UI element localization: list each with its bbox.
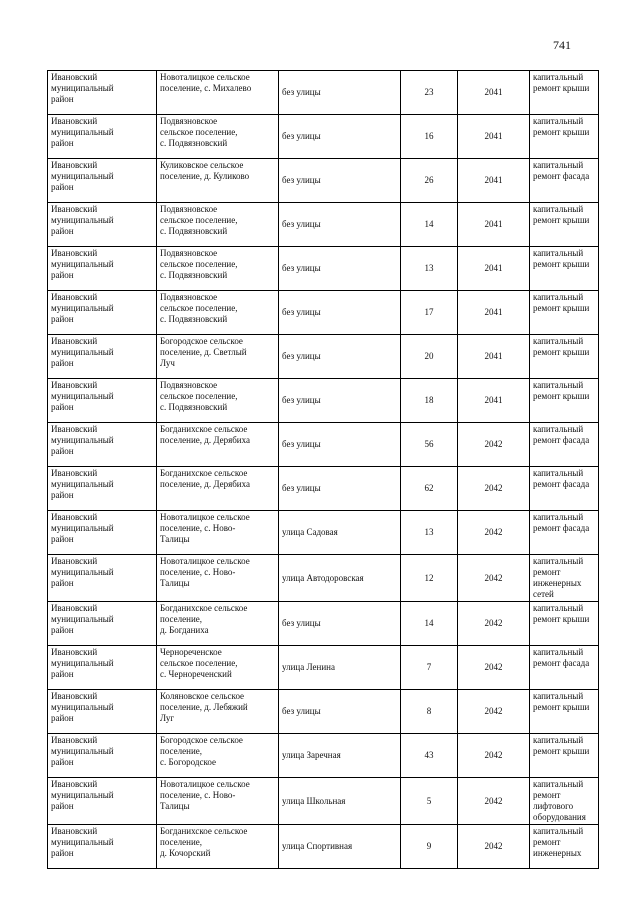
work-type-cell: капитальный ремонт крыши	[530, 203, 599, 247]
work-type-cell: капитальный ремонт крыши	[530, 690, 599, 734]
year-cell: 2041	[458, 159, 530, 203]
table-row	[48, 115, 599, 159]
settlement-cell: Богданихское сельское поселение, д. Богданиха	[157, 602, 279, 646]
street-cell: без улицы	[279, 335, 401, 379]
house-number-cell: 13	[401, 511, 458, 555]
table-row	[48, 379, 599, 423]
settlement-cell: Куликовское сельское поселение, д. Куликово	[157, 159, 279, 203]
district-cell: Ивановский муниципальный район	[48, 555, 157, 602]
street-cell: без улицы	[279, 115, 401, 159]
settlement-cell: Богданихское сельское поселение, д. Кочорский	[157, 825, 279, 869]
table-row	[48, 291, 599, 335]
year-cell: 2042	[458, 825, 530, 869]
work-type-cell: капитальный ремонт крыши	[530, 734, 599, 778]
street-cell: улица Ленина	[279, 646, 401, 690]
house-number-cell: 9	[401, 825, 458, 869]
work-type-cell: капитальный ремонт крыши	[530, 335, 599, 379]
year-cell: 2041	[458, 291, 530, 335]
settlement-cell: Богородское сельское поселение, с. Богородское	[157, 734, 279, 778]
work-type-cell: капитальный ремонт фасада	[530, 467, 599, 511]
table-row	[48, 602, 599, 646]
table-row	[48, 71, 599, 115]
street-cell: улица Школьная	[279, 778, 401, 825]
house-number-cell: 16	[401, 115, 458, 159]
settlement-cell: Новоталицкое сельское поселение, с. Ново- Талицы	[157, 555, 279, 602]
street-cell: улица Спортивная	[279, 825, 401, 869]
district-cell: Ивановский муниципальный район	[48, 247, 157, 291]
settlement-cell: Чернореченское сельское поселение, с. Чернореченский	[157, 646, 279, 690]
work-type-cell: капитальный ремонт фасада	[530, 159, 599, 203]
table-row	[48, 203, 599, 247]
table-row	[48, 511, 599, 555]
settlement-cell: Богданихское сельское поселение, д. Дерябиха	[157, 423, 279, 467]
house-number-cell: 56	[401, 423, 458, 467]
work-type-cell: капитальный ремонт крыши	[530, 602, 599, 646]
work-type-cell: капитальный ремонт лифтового оборудования	[530, 778, 599, 825]
year-cell: 2042	[458, 734, 530, 778]
district-cell: Ивановский муниципальный район	[48, 71, 157, 115]
district-cell: Ивановский муниципальный район	[48, 602, 157, 646]
street-cell: улица Автодоровская	[279, 555, 401, 602]
house-number-cell: 20	[401, 335, 458, 379]
year-cell: 2042	[458, 646, 530, 690]
settlement-cell: Подвязновское сельское поселение, с. Подвязновский	[157, 203, 279, 247]
street-cell: без улицы	[279, 467, 401, 511]
street-cell: без улицы	[279, 71, 401, 115]
year-cell: 2041	[458, 115, 530, 159]
district-cell: Ивановский муниципальный район	[48, 379, 157, 423]
district-cell: Ивановский муниципальный район	[48, 203, 157, 247]
district-cell: Ивановский муниципальный район	[48, 291, 157, 335]
year-cell: 2041	[458, 203, 530, 247]
settlement-cell: Подвязновское сельское поселение, с. Подвязновский	[157, 115, 279, 159]
district-cell: Ивановский муниципальный район	[48, 778, 157, 825]
table-row	[48, 825, 599, 869]
street-cell: без улицы	[279, 602, 401, 646]
house-number-cell: 62	[401, 467, 458, 511]
house-number-cell: 23	[401, 71, 458, 115]
year-cell: 2041	[458, 247, 530, 291]
settlement-cell: Богданихское сельское поселение, д. Дерябиха	[157, 467, 279, 511]
settlement-cell: Богородское сельское поселение, д. Светлый Луч	[157, 335, 279, 379]
district-cell: Ивановский муниципальный район	[48, 115, 157, 159]
settlement-cell: Подвязновское сельское поселение, с. Подвязновский	[157, 379, 279, 423]
street-cell: улица Заречная	[279, 734, 401, 778]
street-cell: без улицы	[279, 247, 401, 291]
house-number-cell: 14	[401, 203, 458, 247]
house-number-cell: 18	[401, 379, 458, 423]
table-row	[48, 734, 599, 778]
work-type-cell: капитальный ремонт фасада	[530, 646, 599, 690]
house-number-cell: 8	[401, 690, 458, 734]
work-type-cell: капитальный ремонт крыши	[530, 247, 599, 291]
street-cell: без улицы	[279, 690, 401, 734]
year-cell: 2042	[458, 555, 530, 602]
year-cell: 2041	[458, 71, 530, 115]
page-number: 741	[553, 38, 571, 52]
work-type-cell: капитальный ремонт инженерных сетей	[530, 555, 599, 602]
settlement-cell: Новоталицкое сельское поселение, с. Михалево	[157, 71, 279, 115]
street-cell: без улицы	[279, 291, 401, 335]
district-cell: Ивановский муниципальный район	[48, 646, 157, 690]
table-row	[48, 646, 599, 690]
district-cell: Ивановский муниципальный район	[48, 159, 157, 203]
work-type-cell: капитальный ремонт крыши	[530, 379, 599, 423]
street-cell: без улицы	[279, 159, 401, 203]
settlement-cell: Подвязновское сельское поселение, с. Подвязновский	[157, 247, 279, 291]
settlement-cell: Новоталицкое сельское поселение, с. Ново- Талицы	[157, 778, 279, 825]
street-cell: улица Садовая	[279, 511, 401, 555]
year-cell: 2042	[458, 602, 530, 646]
work-type-cell: капитальный ремонт крыши	[530, 115, 599, 159]
street-cell: без улицы	[279, 379, 401, 423]
year-cell: 2042	[458, 467, 530, 511]
year-cell: 2041	[458, 335, 530, 379]
house-number-cell: 13	[401, 247, 458, 291]
year-cell: 2042	[458, 511, 530, 555]
housing-repair-table	[47, 70, 599, 869]
year-cell: 2042	[458, 690, 530, 734]
district-cell: Ивановский муниципальный район	[48, 423, 157, 467]
district-cell: Ивановский муниципальный район	[48, 690, 157, 734]
house-number-cell: 12	[401, 555, 458, 602]
house-number-cell: 7	[401, 646, 458, 690]
work-type-cell: капитальный ремонт крыши	[530, 71, 599, 115]
settlement-cell: Коляновское сельское поселение, д. Лебяжий Луг	[157, 690, 279, 734]
district-cell: Ивановский муниципальный район	[48, 734, 157, 778]
settlement-cell: Новоталицкое сельское поселение, с. Ново- Талицы	[157, 511, 279, 555]
house-number-cell: 5	[401, 778, 458, 825]
house-number-cell: 26	[401, 159, 458, 203]
house-number-cell: 43	[401, 734, 458, 778]
house-number-cell: 17	[401, 291, 458, 335]
house-number-cell: 14	[401, 602, 458, 646]
settlement-cell: Подвязновское сельское поселение, с. Подвязновский	[157, 291, 279, 335]
table-row	[48, 159, 599, 203]
table-row	[48, 690, 599, 734]
district-cell: Ивановский муниципальный район	[48, 511, 157, 555]
table-row	[48, 335, 599, 379]
work-type-cell: капитальный ремонт фасада	[530, 511, 599, 555]
district-cell: Ивановский муниципальный район	[48, 335, 157, 379]
table-row	[48, 247, 599, 291]
table-row	[48, 423, 599, 467]
year-cell: 2042	[458, 778, 530, 825]
work-type-cell: капитальный ремонт инженерных	[530, 825, 599, 869]
street-cell: без улицы	[279, 203, 401, 247]
district-cell: Ивановский муниципальный район	[48, 467, 157, 511]
work-type-cell: капитальный ремонт фасада	[530, 423, 599, 467]
table-row	[48, 555, 599, 602]
street-cell: без улицы	[279, 423, 401, 467]
work-type-cell: капитальный ремонт крыши	[530, 291, 599, 335]
table-row	[48, 467, 599, 511]
district-cell: Ивановский муниципальный район	[48, 825, 157, 869]
table-row	[48, 778, 599, 825]
year-cell: 2042	[458, 423, 530, 467]
year-cell: 2041	[458, 379, 530, 423]
